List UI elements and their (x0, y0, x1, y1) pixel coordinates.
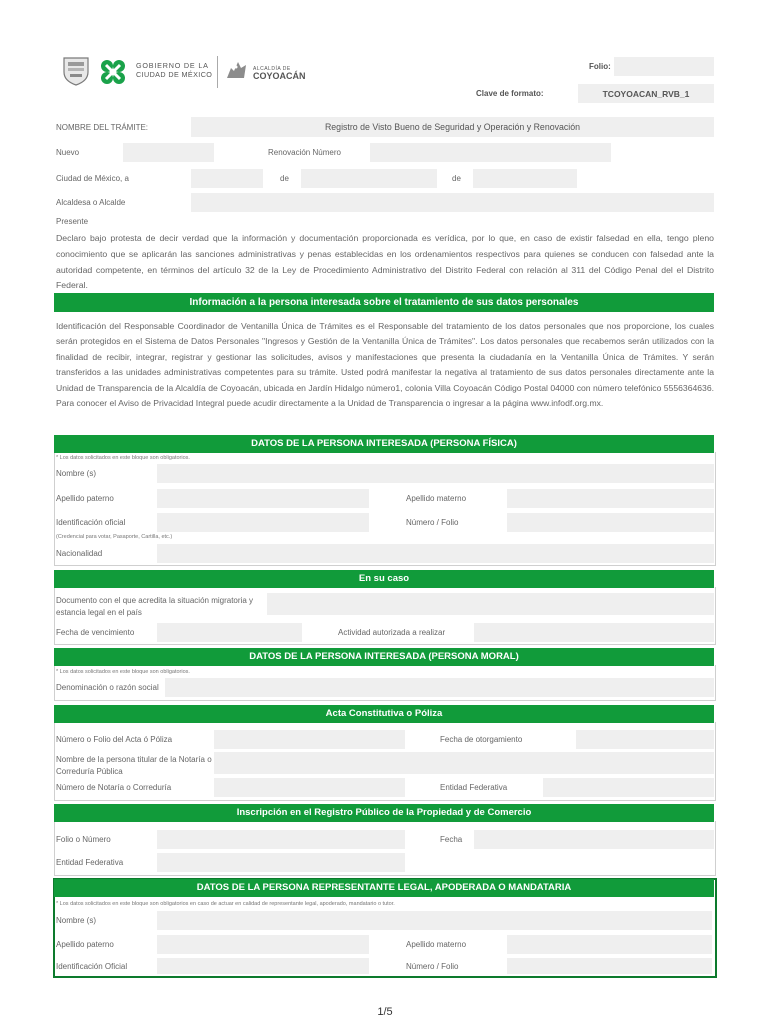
fecha-registro-label: Fecha (440, 835, 463, 844)
nuevo-label: Nuevo (56, 148, 80, 157)
folio-registro-label: Folio o Número (56, 835, 111, 844)
dia-field[interactable] (191, 169, 263, 188)
clave-formato-label: Clave de formato: (476, 89, 544, 98)
nuevo-field[interactable] (123, 143, 214, 162)
apellido-paterno-label: Apellido paterno (56, 494, 114, 503)
representante-header: DATOS DE LA PERSONA REPRESENTANTE LEGAL, APODERADA O MANDATARIA (54, 879, 714, 897)
denominacion-label: Denominación o razón social (56, 683, 159, 692)
credencial-note: (Credencial para votar, Pasaporte, Cartilla, etc.) (56, 534, 173, 540)
representante-note: * Los datos solicitados en este bloque son obligatorios en caso de actuar en calidad de representante legal, apoderado, mandatario o tutor. (56, 901, 395, 907)
fecha-otorgamiento-label: Fecha de otorgamiento (440, 735, 523, 744)
apellido-materno-field[interactable] (507, 489, 714, 508)
entidad-acta-field[interactable] (543, 778, 714, 797)
actividad-autorizada-label: Actividad autorizada a realizar (338, 628, 446, 637)
de-label-1: de (280, 174, 289, 183)
nombre-notaria-label: Nombre de la persona titular de la Notaría o Correduría Pública (56, 755, 212, 776)
numero-acta-label: Número o Folio del Acta ó Póliza (56, 735, 173, 744)
nombre-tramite-label: NOMBRE DEL TRÁMITE: (56, 123, 149, 132)
ciudad-label: Ciudad de México, a (56, 174, 129, 183)
numero-notaria-field[interactable] (214, 778, 405, 797)
alcaldia-coyoacan-logo-text: ALCALDÍA DE COYOACÁN (253, 66, 306, 81)
cdmx-flower-logo (97, 56, 129, 88)
denominacion-field[interactable] (165, 678, 714, 697)
en-su-caso-header: En su caso (54, 570, 714, 588)
rep-numero-folio-field[interactable] (507, 958, 712, 974)
gobierno-cdmx-logo-text: GOBIERNO DE LA CIUDAD DE MÉXICO (136, 61, 213, 79)
nombre-tramite-field: Registro de Visto Bueno de Seguridad y Operación y Renovación (191, 117, 714, 137)
nombre-label: Nombre (s) (56, 469, 97, 478)
declaracion-text: Declaro bajo protesta de decir verdad que la información y documentación proporcionada es verídica, por lo que, en caso de existir falsedad en ella, tengo pleno conocimiento que se aplicarán las sanciones administrativas y penas establecidas en los ordenamientos respectivos para quienes se conducen con falsedad ante la autoridad competente, en términos del artículo 32 de la Ley de Procedimiento Administrativo del Distrito Federal con relación al 311 del Código Penal del el Distrito Federal. (56, 233, 714, 291)
folio-field[interactable] (614, 57, 714, 76)
mes-field[interactable] (301, 169, 437, 188)
acta-header: Acta Constitutiva o Póliza (54, 705, 714, 723)
rep-identificacion-field[interactable] (157, 958, 369, 974)
identificacion-label: Identificación oficial (56, 518, 126, 527)
logo-divider (217, 56, 218, 88)
nacionalidad-field[interactable] (157, 544, 714, 563)
renovacion-numero-label: Renovación Número (268, 148, 341, 157)
fecha-vencimiento-label: Fecha de vencimiento (56, 628, 135, 637)
alcaldesa-field[interactable] (191, 193, 714, 212)
rep-identificacion-label: Identificación Oficial (56, 962, 128, 971)
numero-folio-label: Número / Folio (406, 518, 459, 527)
rep-apellido-paterno-field[interactable] (157, 935, 369, 954)
fecha-vencimiento-field[interactable] (157, 623, 302, 642)
privacidad-text: Identificación del Responsable Coordinador de Ventanilla Única de Trámites es el Responsable del tratamiento de los datos personales que nos proporcione, los cuales serán protegidos en el Sistema de Datos Personales "Ingresos y Gestión de la Ventanilla Única de Trámites". Los datos personales que recabemos serán utilizados con la finalidad de recibir, integrar, registrar y gestionar las solicitudes, avisos y manifestaciones que presenta la ciudadanía en la Ventanilla Única de Trámites. Y serán transferidos a las unidades administrativas competentes para su trámite. Usted podrá manifestar la negativa al tratamiento de sus datos personales directamente ante la Unidad de Transparencia de la Alcaldía de Coyoacán, ubicada en Jardín Hidalgo número1, colonia Villa Coyoacán Código Postal 04000 con número telefónico 5556364636. Para conocer el Aviso de Privacidad Integral puede acudir directamente a la Unidad de Transparencia o ingresar a la página www.infodf.org.mx. (56, 321, 714, 409)
entidad-registro-field[interactable] (157, 853, 405, 872)
nacionalidad-label: Nacionalidad (56, 549, 103, 558)
identificacion-field[interactable] (157, 513, 369, 532)
alcaldesa-label: Alcaldesa o Alcalde (56, 198, 126, 207)
nombre-notaria-field[interactable] (214, 752, 714, 774)
fecha-registro-field[interactable] (474, 830, 714, 849)
apellido-materno-label: Apellido materno (406, 494, 467, 503)
folio-label: Folio: (589, 62, 611, 71)
entidad-acta-label: Entidad Federativa (440, 783, 508, 792)
numero-notaria-label: Número de Notaría o Correduría (56, 783, 172, 792)
numero-acta-field[interactable] (214, 730, 405, 749)
apellido-paterno-field[interactable] (157, 489, 369, 508)
persona-fisica-note: * Los datos solicitados en este bloque son obligatorios. (56, 455, 190, 461)
entidad-registro-label: Entidad Federativa (56, 858, 124, 867)
rep-apellido-materno-field[interactable] (507, 935, 712, 954)
persona-fisica-header: DATOS DE LA PERSONA INTERESADA (PERSONA FÍSICA) (54, 435, 714, 453)
rep-nombre-label: Nombre (s) (56, 916, 97, 925)
nombre-field[interactable] (157, 464, 714, 483)
anio-field[interactable] (473, 169, 577, 188)
fecha-otorgamiento-field[interactable] (576, 730, 714, 749)
renovacion-numero-field[interactable] (370, 143, 611, 162)
persona-moral-header: DATOS DE LA PERSONA INTERESADA (PERSONA MORAL) (54, 648, 714, 666)
rep-apellido-materno-label: Apellido materno (406, 940, 467, 949)
numero-folio-field[interactable] (507, 513, 714, 532)
documento-migratorio-label: Documento con el que acredita la situación migratoria y estancia legal en el país (56, 596, 253, 617)
de-label-2: de (452, 174, 461, 183)
coyoacan-coyote-logo (224, 58, 250, 84)
rep-nombre-field[interactable] (157, 911, 712, 930)
presente-label: Presente (56, 217, 89, 226)
clave-formato-field: TCOYOACAN_RVB_1 (578, 84, 714, 103)
cdmx-shield-logo (62, 56, 90, 86)
registro-header: Inscripción en el Registro Público de la Propiedad y de Comercio (54, 804, 714, 822)
rep-numero-folio-label: Número / Folio (406, 962, 459, 971)
rep-apellido-paterno-label: Apellido paterno (56, 940, 114, 949)
documento-migratorio-field[interactable] (267, 593, 714, 615)
actividad-autorizada-field[interactable] (474, 623, 714, 642)
page-number: 1/5 (377, 1006, 393, 1018)
privacidad-header: Información a la persona interesada sobre el tratamiento de sus datos personales (54, 293, 714, 312)
folio-registro-field[interactable] (157, 830, 405, 849)
persona-moral-note: * Los datos solicitados en este bloque son obligatorios. (56, 669, 190, 675)
